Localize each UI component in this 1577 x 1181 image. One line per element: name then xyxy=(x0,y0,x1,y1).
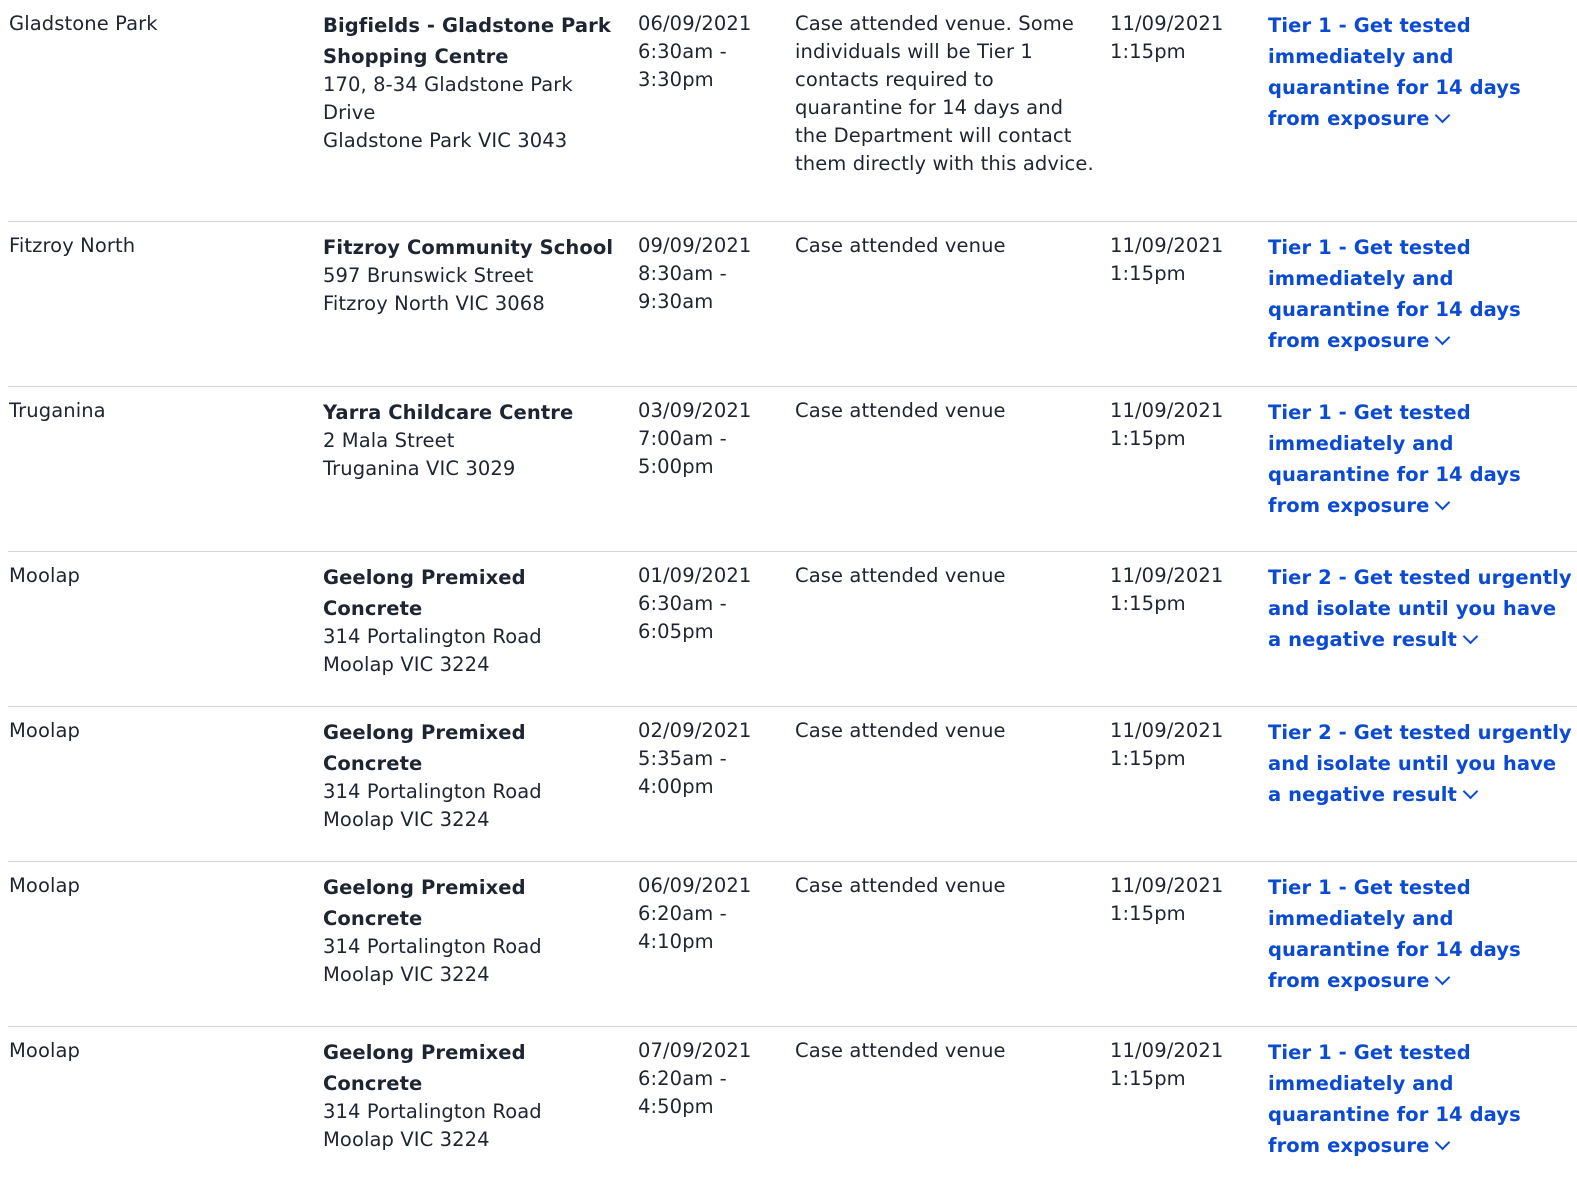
added-date: 11/09/2021 xyxy=(1110,234,1224,257)
exposure-period-cell xyxy=(638,562,778,646)
added-time: 1:15pm xyxy=(1110,592,1186,615)
added-cell xyxy=(1110,10,1250,66)
added-time: 1:15pm xyxy=(1110,40,1186,63)
suburb-cell: Moolap xyxy=(9,719,81,742)
suburb-cell: Truganina xyxy=(9,399,106,422)
exposure-date: 01/09/2021 xyxy=(638,564,752,587)
suburb-cell: Moolap xyxy=(9,1039,81,1062)
site-cell xyxy=(323,717,558,834)
health-advice-label: Tier 1 - Get tested immediately and quarantine for 14 days from exposure xyxy=(1268,1041,1521,1157)
notes-cell: Case attended venue xyxy=(795,719,1006,742)
site-address-line2: Moolap VIC 3224 xyxy=(323,1128,490,1151)
added-cell xyxy=(1110,872,1250,928)
table-row xyxy=(0,1027,1577,1181)
exposure-period-cell xyxy=(638,1037,778,1121)
exposure-date: 07/09/2021 xyxy=(638,1039,752,1062)
site-address-line2: Moolap VIC 3224 xyxy=(323,653,490,676)
site-name: Bigfields - Gladstone Park Shopping Centre xyxy=(323,14,611,68)
site-address-line2: Moolap VIC 3224 xyxy=(323,808,490,831)
site-address-line1: 314 Portalington Road xyxy=(323,625,542,648)
notes-cell: Case attended venue xyxy=(795,399,1006,422)
site-name: Geelong Premixed Concrete xyxy=(323,876,526,930)
suburb-cell: Moolap xyxy=(9,564,81,587)
site-address-line1: 597 Brunswick Street xyxy=(323,264,534,287)
site-address-line2: Truganina VIC 3029 xyxy=(323,457,516,480)
chevron-down-icon xyxy=(1435,108,1451,124)
exposure-time: 6:30am - 6:05pm xyxy=(638,592,727,643)
added-cell xyxy=(1110,717,1250,773)
notes-cell: Case attended venue xyxy=(795,1039,1006,1062)
added-cell xyxy=(1110,232,1250,288)
site-name: Geelong Premixed Concrete xyxy=(323,566,526,620)
exposure-date: 06/09/2021 xyxy=(638,874,752,897)
health-advice-toggle[interactable] xyxy=(1268,1037,1572,1161)
site-address-line1: 314 Portalington Road xyxy=(323,935,542,958)
site-address-line1: 314 Portalington Road xyxy=(323,780,542,803)
health-advice-toggle[interactable] xyxy=(1268,397,1572,521)
chevron-down-icon xyxy=(1435,1135,1451,1151)
table-row xyxy=(0,222,1577,387)
exposure-date: 02/09/2021 xyxy=(638,719,752,742)
suburb-cell: Fitzroy North xyxy=(9,234,136,257)
table-row xyxy=(0,552,1577,707)
exposure-period-cell xyxy=(638,717,778,801)
added-date: 11/09/2021 xyxy=(1110,564,1224,587)
health-advice-label: Tier 1 - Get tested immediately and quarantine for 14 days from exposure xyxy=(1268,876,1521,992)
exposure-time: 7:00am - 5:00pm xyxy=(638,427,727,478)
added-cell xyxy=(1110,397,1250,453)
chevron-down-icon xyxy=(1435,495,1451,511)
chevron-down-icon xyxy=(1463,784,1479,800)
health-advice-label: Tier 1 - Get tested immediately and quarantine for 14 days from exposure xyxy=(1268,236,1521,352)
chevron-down-icon xyxy=(1463,629,1479,645)
site-address-line1: 170, 8-34 Gladstone Park Drive xyxy=(323,73,573,124)
added-time: 1:15pm xyxy=(1110,1067,1186,1090)
notes-cell: Case attended venue xyxy=(795,874,1006,897)
site-cell xyxy=(323,397,623,483)
health-advice-toggle[interactable] xyxy=(1268,232,1572,356)
table-row xyxy=(0,387,1577,552)
exposure-date: 06/09/2021 xyxy=(638,12,752,35)
table-row xyxy=(0,862,1577,1027)
exposure-date: 03/09/2021 xyxy=(638,399,752,422)
health-advice-toggle[interactable] xyxy=(1268,10,1572,134)
added-time: 1:15pm xyxy=(1110,427,1186,450)
exposure-period-cell xyxy=(638,232,778,316)
added-time: 1:15pm xyxy=(1110,747,1186,770)
site-cell xyxy=(323,1037,558,1154)
exposure-time: 6:20am - 4:10pm xyxy=(638,902,727,953)
site-address-line1: 2 Mala Street xyxy=(323,429,455,452)
chevron-down-icon xyxy=(1435,970,1451,986)
added-date: 11/09/2021 xyxy=(1110,1039,1224,1062)
health-advice-label: Tier 2 - Get tested urgently and isolate until you have a negative result xyxy=(1268,566,1572,651)
health-advice-toggle[interactable] xyxy=(1268,717,1572,810)
notes-cell: Case attended venue xyxy=(795,564,1006,587)
exposure-period-cell xyxy=(638,872,778,956)
site-name: Yarra Childcare Centre xyxy=(323,401,574,424)
added-date: 11/09/2021 xyxy=(1110,719,1224,742)
added-date: 11/09/2021 xyxy=(1110,399,1224,422)
site-cell xyxy=(323,872,558,989)
suburb-cell: Moolap xyxy=(9,874,81,897)
site-address-line2: Fitzroy North VIC 3068 xyxy=(323,292,545,315)
site-cell xyxy=(323,232,623,318)
exposure-time: 6:30am - 3:30pm xyxy=(638,40,727,91)
site-name: Geelong Premixed Concrete xyxy=(323,1041,526,1095)
site-address-line2: Moolap VIC 3224 xyxy=(323,963,490,986)
site-cell xyxy=(323,562,558,679)
exposure-period-cell xyxy=(638,10,778,94)
added-time: 1:15pm xyxy=(1110,902,1186,925)
table-row xyxy=(0,0,1577,222)
added-cell xyxy=(1110,562,1250,618)
exposure-time: 8:30am - 9:30am xyxy=(638,262,727,313)
health-advice-label: Tier 1 - Get tested immediately and quarantine for 14 days from exposure xyxy=(1268,14,1521,130)
site-address-line2: Gladstone Park VIC 3043 xyxy=(323,129,568,152)
exposure-date: 09/09/2021 xyxy=(638,234,752,257)
exposure-time: 6:20am - 4:50pm xyxy=(638,1067,727,1118)
health-advice-label: Tier 1 - Get tested immediately and quarantine for 14 days from exposure xyxy=(1268,401,1521,517)
added-date: 11/09/2021 xyxy=(1110,874,1224,897)
notes-cell: Case attended venue. Some individuals will be Tier 1 contacts required to quarantine for 14 days and the Department will contact them directly with this advice. xyxy=(795,12,1094,175)
site-cell xyxy=(323,10,613,155)
site-name: Geelong Premixed Concrete xyxy=(323,721,526,775)
table-row xyxy=(0,707,1577,862)
site-name: Fitzroy Community School xyxy=(323,236,614,259)
added-date: 11/09/2021 xyxy=(1110,12,1224,35)
exposure-time: 5:35am - 4:00pm xyxy=(638,747,727,798)
added-cell xyxy=(1110,1037,1250,1093)
health-advice-toggle[interactable] xyxy=(1268,562,1572,655)
health-advice-toggle[interactable] xyxy=(1268,872,1572,996)
exposure-period-cell xyxy=(638,397,778,481)
added-time: 1:15pm xyxy=(1110,262,1186,285)
suburb-cell: Gladstone Park xyxy=(9,12,158,35)
notes-cell: Case attended venue xyxy=(795,234,1006,257)
health-advice-label: Tier 2 - Get tested urgently and isolate until you have a negative result xyxy=(1268,721,1572,806)
chevron-down-icon xyxy=(1435,330,1451,346)
site-address-line1: 314 Portalington Road xyxy=(323,1100,542,1123)
